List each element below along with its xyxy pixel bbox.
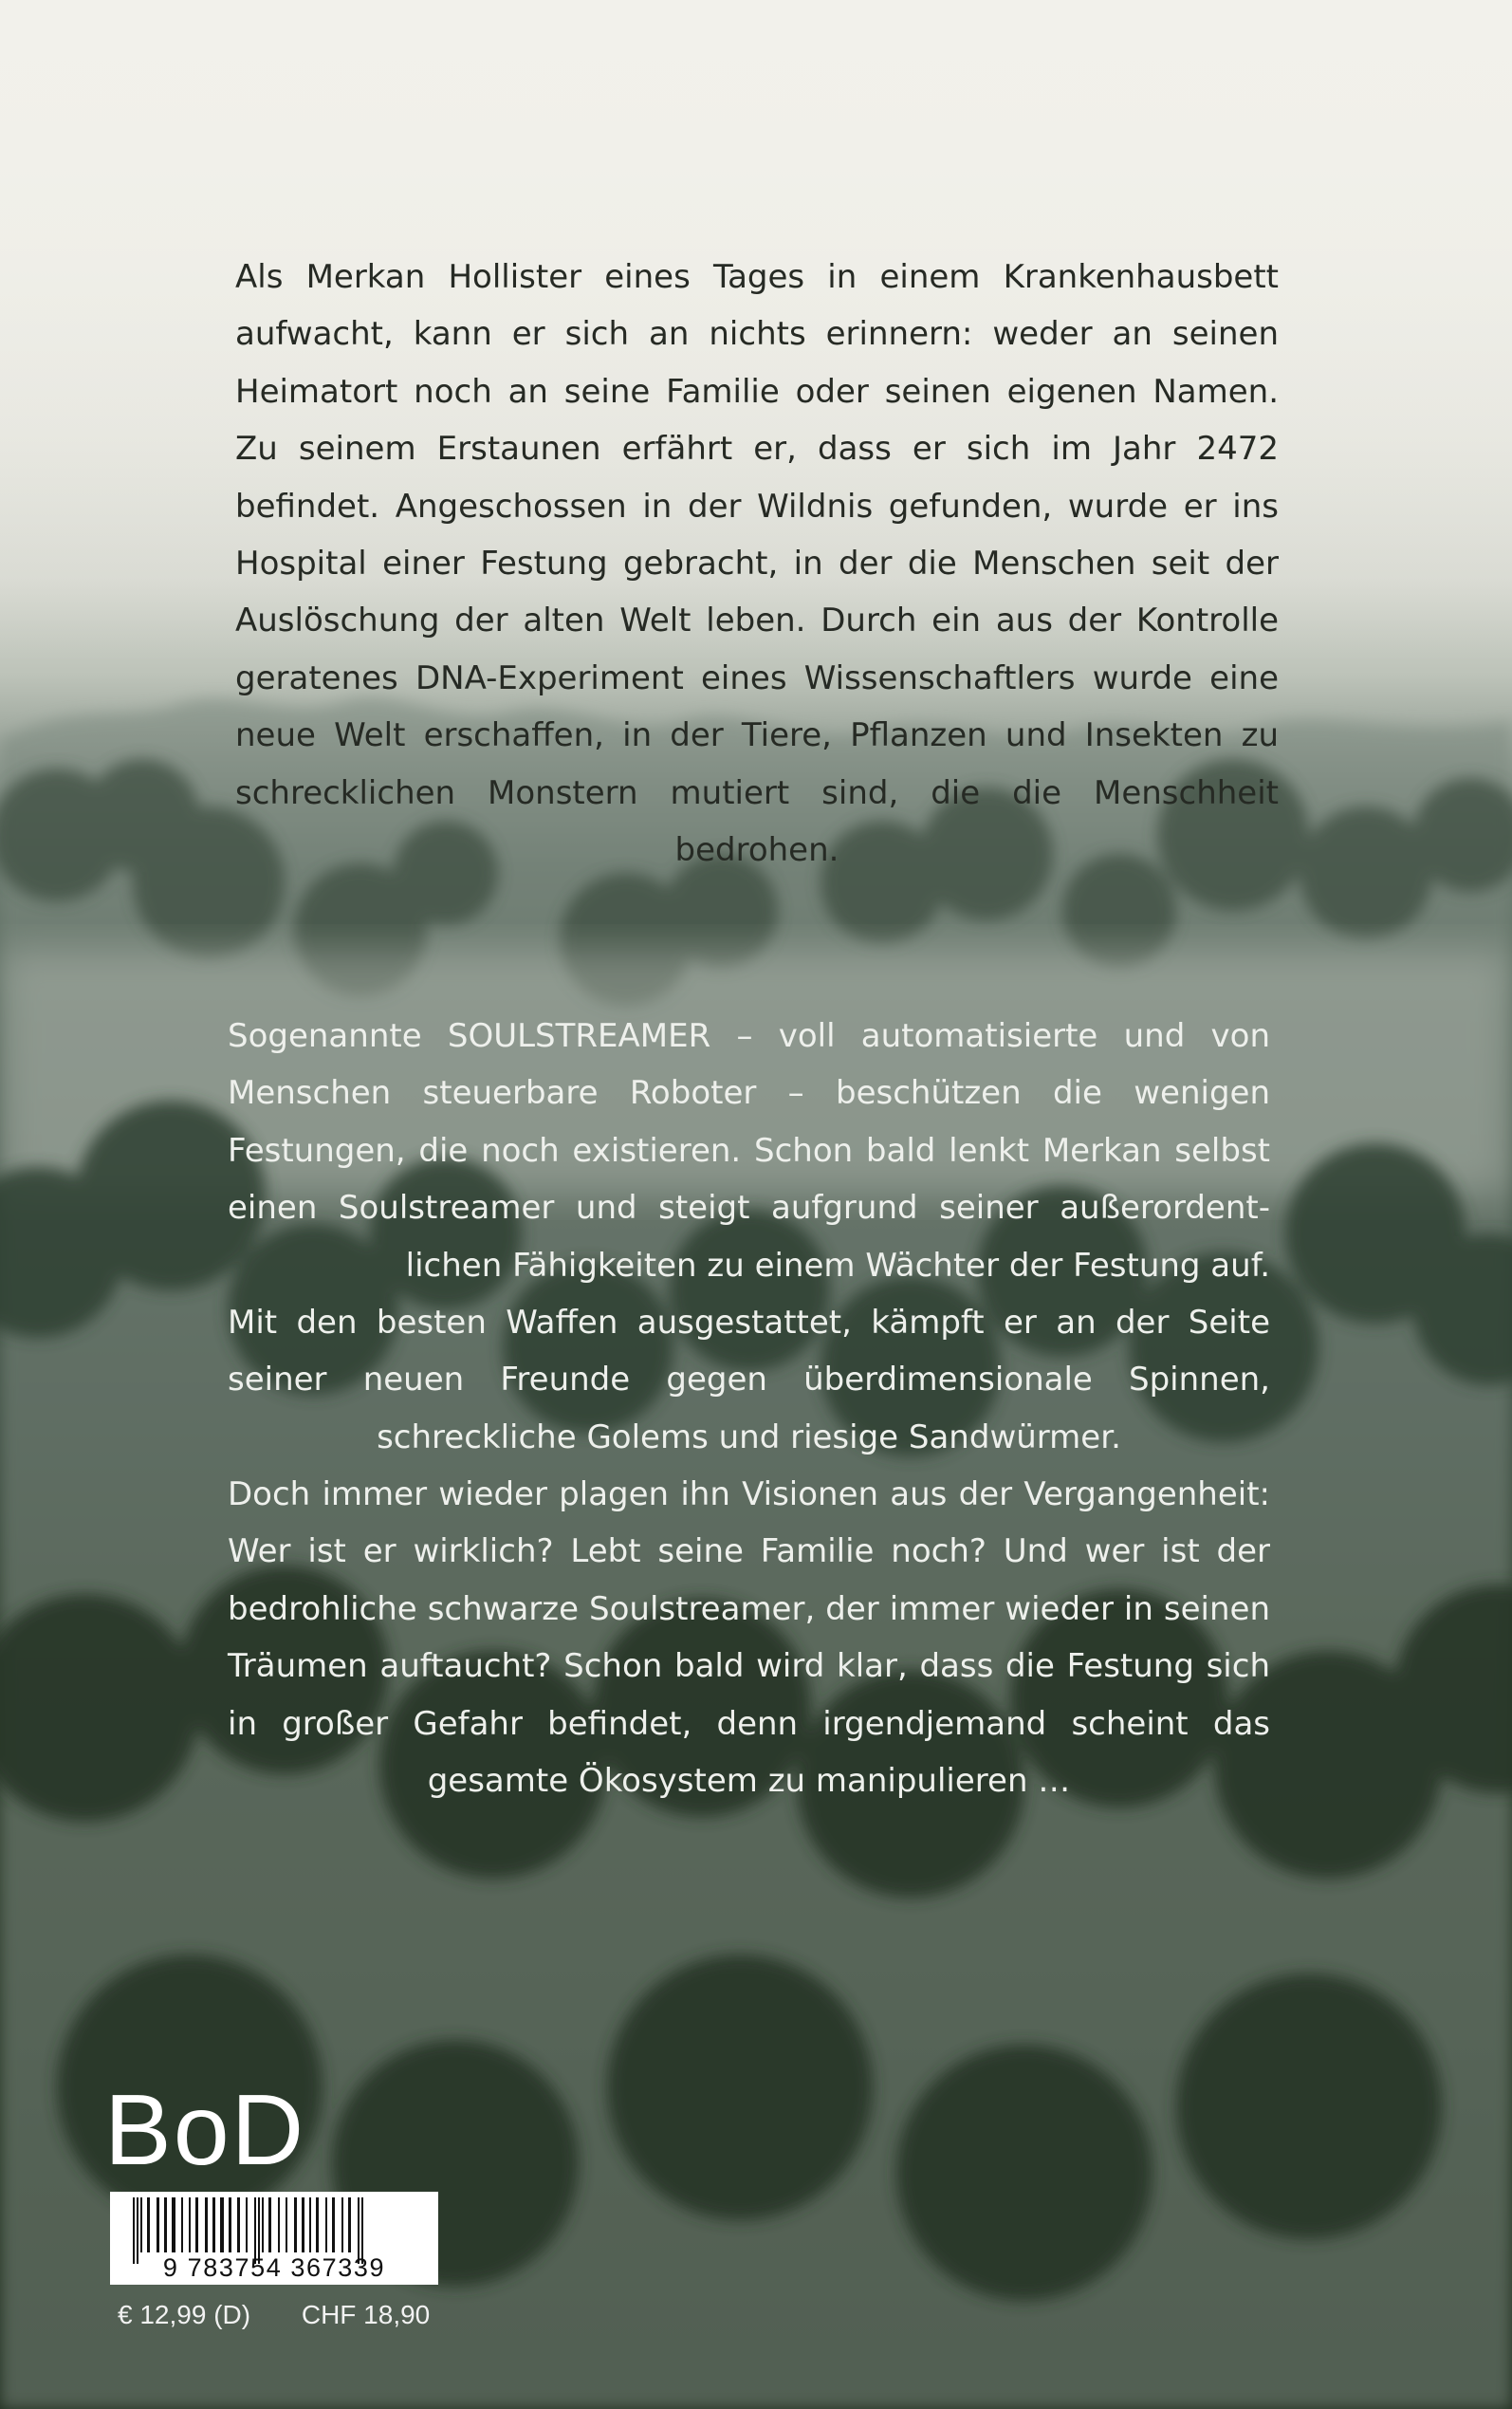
barcode-bar [212,2197,215,2252]
barcode-bar [140,2197,142,2252]
price-row [118,2300,430,2330]
barcode-bar [133,2197,135,2264]
barcode-bar [302,2197,304,2252]
barcode-bar [172,2197,175,2252]
barcode-bar [268,2197,271,2252]
price-eur: € 12,99 (D) [118,2300,251,2329]
barcode-bar [181,2197,183,2252]
isbn-barcode [110,2192,438,2285]
barcode-bar [309,2197,311,2252]
barcode-bar [348,2197,351,2252]
barcode-bar [325,2197,327,2252]
isbn-number: 9 783754 367339 [162,2253,386,2282]
publisher-logo: BoD [104,2074,306,2186]
barcode-bar [220,2197,224,2252]
barcode-bar [147,2197,150,2252]
barcode-bar [189,2197,191,2252]
blurb-paragraph-2b: Mit den besten Waffen ausgestattet, kämpft er an der Seite seiner neuen Freunde gegen überdimensionale Spinnen, schreckliche Golems und riesige Sandwürmer. [228,1304,1270,1456]
barcode-bar [286,2197,287,2252]
barcode-bar [316,2197,319,2252]
barcode-bar [278,2197,280,2252]
barcode-bar [195,2197,198,2252]
barcode-bar [237,2197,240,2252]
blurb-paragraph-1: Als Merkan Hollister eines Tages in einem Krankenhausbett aufwacht, kann er sich an nichts erinnern: weder an seinen Heimatort noch an seine Familie oder seinen eigenen Namen. Zu seinem Erstaunen erfährt er, dass er sich im Jahr 2472 befindet. Angeschossen in der Wildnis gefunden, wurde er ins Hospital einer Festung gebracht, in der die Menschen seit der Auslöschung der alten Welt leben. Durch ein aus der Kontrolle geratenes DNA-Experiment eines Wissenschaftlers wurde eine neue Welt erschaffen, in der Tiere, Pflanzen und Insekten zu schrecklichen Monstern mutiert sind, die die Menschheit bedrohen. [235,258,1279,870]
barcode-bar [157,2197,159,2252]
blurb-paragraph-2a: Sogenannte SOULSTREAMER – voll automatisierte und von Menschen steuerbare Roboter – beschützen die wenigen Festungen, die noch existieren. Schon bald lenkt Merkan selbst einen Soulstreamer und steigt aufgrund seiner außerordentlichen Fähigkeiten zu einem Wächter der Festung auf. [228,1017,1270,1285]
barcode-bar [205,2197,208,2252]
barcode-bar [294,2197,297,2252]
barcode-bar [137,2197,138,2264]
barcode-bar [246,2197,248,2252]
blurb-paragraph-2c: Doch immer wieder plagen ihn Visionen aus der Vergangenheit: Wer ist er wirklich? Lebt seine Familie noch? Und wer ist der bedrohliche schwarze Soulstreamer, der immer wieder in seinen Träumen auftaucht? Schon bald wird klar, dass die Festung sich in großer Gefahr befindet, denn irgendjemand scheint das gesamte Ökosystem zu manipulieren … [228,1475,1270,1801]
barcode-bar [341,2197,343,2252]
barcode-bar [229,2197,231,2252]
barcode-bar [262,2197,264,2252]
barcode-bar [332,2197,335,2252]
barcode-bar [164,2197,167,2252]
price-chf: CHF 18,90 [301,2300,431,2329]
